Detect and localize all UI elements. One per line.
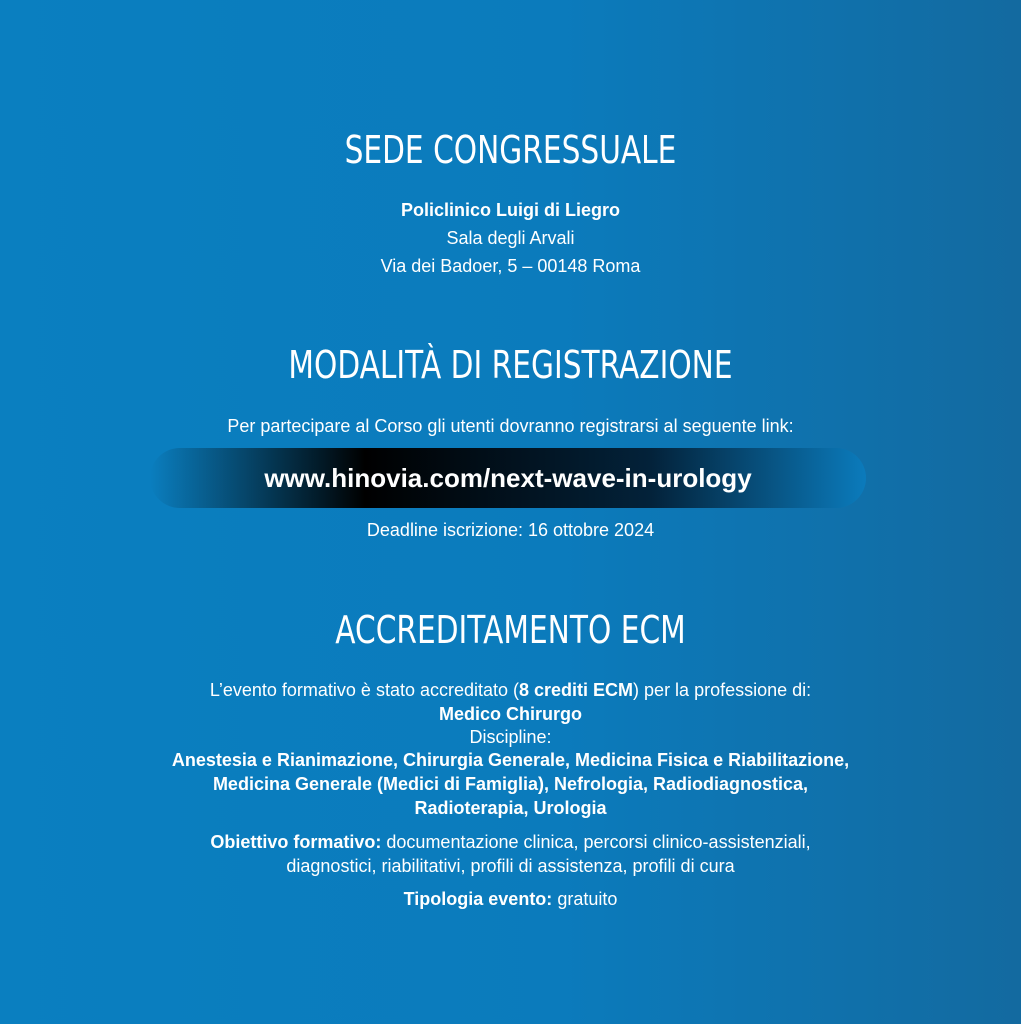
sede-title: SEDE CONGRESSUALE <box>344 128 677 172</box>
ecm-disciplines-line-1: Anestesia e Rianimazione, Chirurgia Generale, Medicina Fisica e Riabilitazione, <box>171 750 850 770</box>
venue-room: Sala degli Arvali <box>446 228 575 248</box>
registration-link[interactable] <box>150 448 866 508</box>
registration-deadline: Deadline iscrizione: 16 ottobre 2024 <box>366 520 655 540</box>
venue-name: Policlinico Luigi di Liegro <box>400 200 620 220</box>
ecm-disciplines-label: Discipline: <box>469 727 552 747</box>
registration-title: MODALITÀ DI REGISTRAZIONE <box>288 343 733 387</box>
ecm-type: Tipologia evento: gratuito <box>403 889 618 909</box>
registration-link-text[interactable]: www.hinovia.com/next-wave-in-urology <box>264 462 752 493</box>
ecm-disciplines-line-3: Radioterapia, Urologia <box>414 798 607 818</box>
ecm-profession: Medico Chirurgo <box>439 704 582 724</box>
ecm-disciplines-line-2: Medicina Generale (Medici di Famiglia), Nefrologia, Radiodiagnostica, <box>212 774 809 794</box>
ecm-accreditation: L’evento formativo è stato accreditato (8 crediti ECM) per la professione di: <box>209 680 812 700</box>
registration-intro: Per partecipare al Corso gli utenti dovranno registrarsi al seguente link: <box>227 416 794 436</box>
ecm-objective-cont: diagnostici, riabilitativi, profili di assistenza, profili di cura <box>286 856 735 876</box>
venue-address: Via dei Badoer, 5 – 00148 Roma <box>380 256 641 276</box>
ecm-objective: Obiettivo formativo: documentazione clinica, percorsi clinico-assistenziali, <box>210 832 811 852</box>
ecm-title: ACCREDITAMENTO ECM <box>335 608 686 652</box>
